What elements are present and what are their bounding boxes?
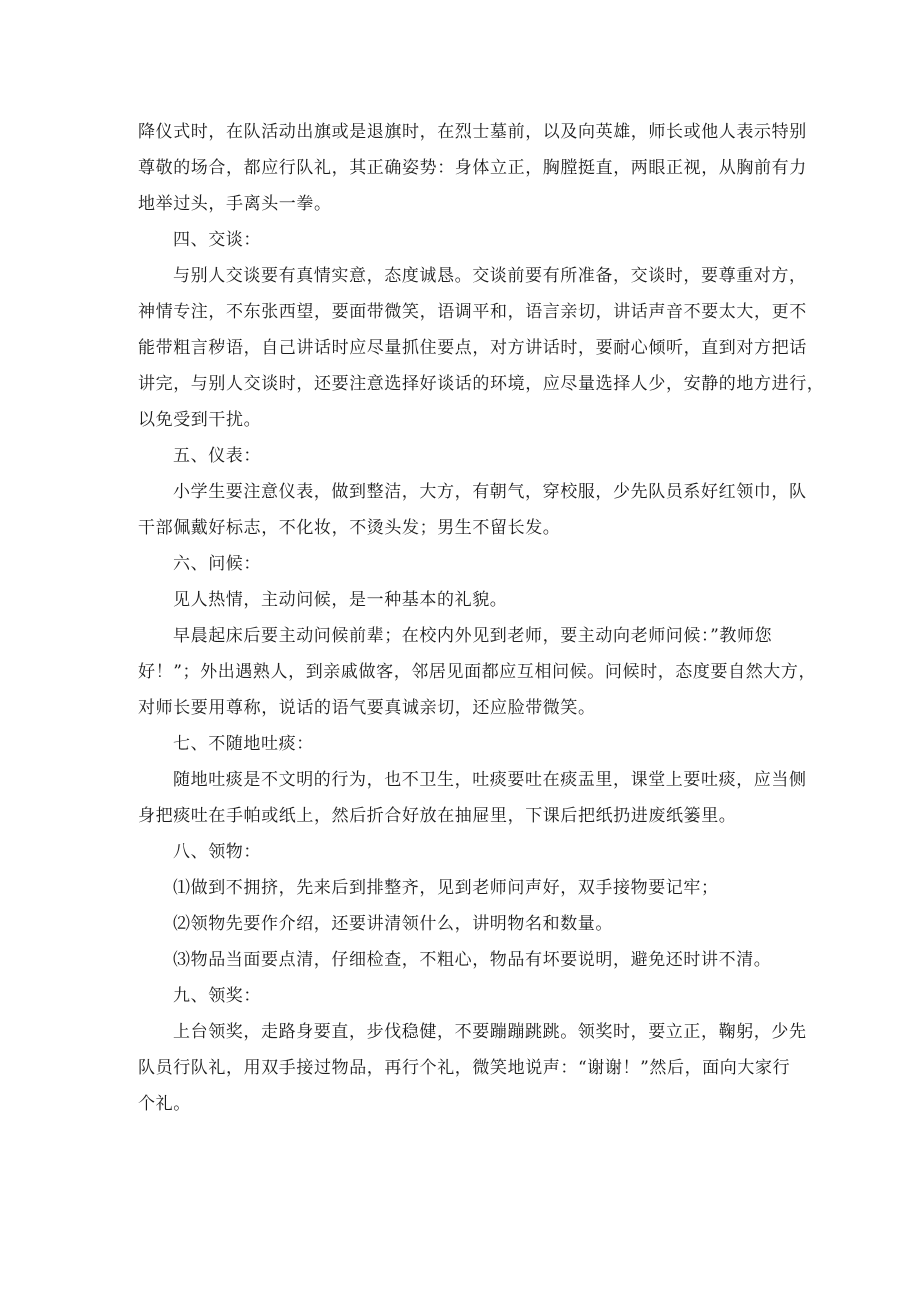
text-line: 与别人交谈要有真情实意，态度诚恳。交谈前要有所准备，交谈时，要尊重对方， (173, 266, 807, 286)
section-heading-appearance (138, 438, 792, 474)
paragraph-greeting-detail (138, 618, 817, 726)
text-line: 地举过头，手离头一拳。 (138, 194, 332, 214)
text-line: ⑶物品当面要点清，仔细检查，不粗心，物品有坏要说明，避免还时讲不清。 (173, 950, 772, 970)
section-heading-no-spitting (138, 726, 792, 762)
text-line: 好！”；外出遇熟人，到亲戚做客，邻居见面都应互相问候。问候时，态度要自然大方， (138, 662, 817, 682)
heading-text: 四、交谈： (173, 230, 261, 250)
text-line: 小学生要注意仪表，做到整洁，大方，有朝气，穿校服，少先队员系好红领巾，队 (173, 482, 807, 502)
text-line: 神情专注，不东张西望，要面带微笑，语调平和，语言亲切，讲话声音不要太大，更不 (138, 302, 807, 322)
heading-text: 五、仪表： (173, 446, 261, 466)
document-page (138, 114, 825, 1122)
text-line: 见人热情，主动问候，是一种基本的礼貌。 (173, 590, 508, 610)
text-line: 队员行队礼，用双手接过物品，再行个礼，微笑地说声：“谢谢！”然后，面向大家行 (138, 1058, 791, 1078)
paragraph-continuation (138, 114, 807, 222)
heading-text: 九、领奖： (173, 986, 261, 1006)
heading-text: 六、问候： (173, 554, 261, 574)
text-line: 随地吐痰是不文明的行为，也不卫生，吐痰要吐在痰盂里，课堂上要吐痰，应当侧 (173, 770, 807, 790)
text-line: 对师长要用尊称，说话的语气要真诚亲切，还应脸带微笑。 (138, 698, 596, 718)
paragraph-greeting-intro (138, 582, 792, 618)
text-line: 以免受到干扰。 (138, 410, 262, 430)
heading-text: 七、不随地吐痰： (173, 734, 314, 754)
section-heading-receiving-items (138, 834, 792, 870)
paragraph-appearance (138, 474, 807, 546)
section-heading-conversation (138, 222, 792, 258)
text-line: 能带粗言秽语，自己讲话时应尽量抓住要点，对方讲话时，要耐心倾听，直到对方把话 (138, 338, 807, 358)
list-item-receiving-3 (138, 942, 792, 978)
text-line: 尊敬的场合，都应行队礼，其正确姿势：身体立正，胸膛挺直，两眼正视，从胸前有力 (138, 158, 807, 178)
paragraph-conversation (138, 258, 825, 438)
paragraph-receiving-award (138, 1014, 807, 1122)
text-line: 早晨起床后要主动问候前辈；在校内外见到老师，要主动向老师问候：”教师您 (173, 626, 773, 646)
text-line: 干部佩戴好标志，不化妆，不烫头发；男生不留长发。 (138, 518, 561, 538)
list-item-receiving-1 (138, 870, 792, 906)
heading-text: 八、领物： (173, 842, 261, 862)
text-line: ⑵领物先要作介绍，还要讲清领什么，讲明物名和数量。 (173, 914, 613, 934)
list-item-receiving-2 (138, 906, 792, 942)
text-line: 讲完，与别人交谈时，还要注意选择好谈话的环境，应尽量选择人少，安静的地方进行， (138, 374, 825, 394)
paragraph-no-spitting (138, 762, 807, 834)
text-line: 降仪式时，在队活动出旗或是退旗时，在烈士墓前，以及向英雄，师长或他人表示特别 (138, 122, 807, 142)
text-line: 身把痰吐在手帕或纸上，然后折合好放在抽屉里，下课后把纸扔进废纸篓里。 (138, 806, 737, 826)
section-heading-greeting (138, 546, 792, 582)
text-line: ⑴做到不拥挤，先来后到排整齐，见到老师问声好，双手接物要记牢； (173, 878, 719, 898)
section-heading-receiving-award (138, 978, 792, 1014)
text-line: 上台领奖，走路身要直，步伐稳健，不要蹦蹦跳跳。领奖时，要立正，鞠躬，少先 (173, 1022, 807, 1042)
text-line: 个礼。 (138, 1094, 191, 1114)
